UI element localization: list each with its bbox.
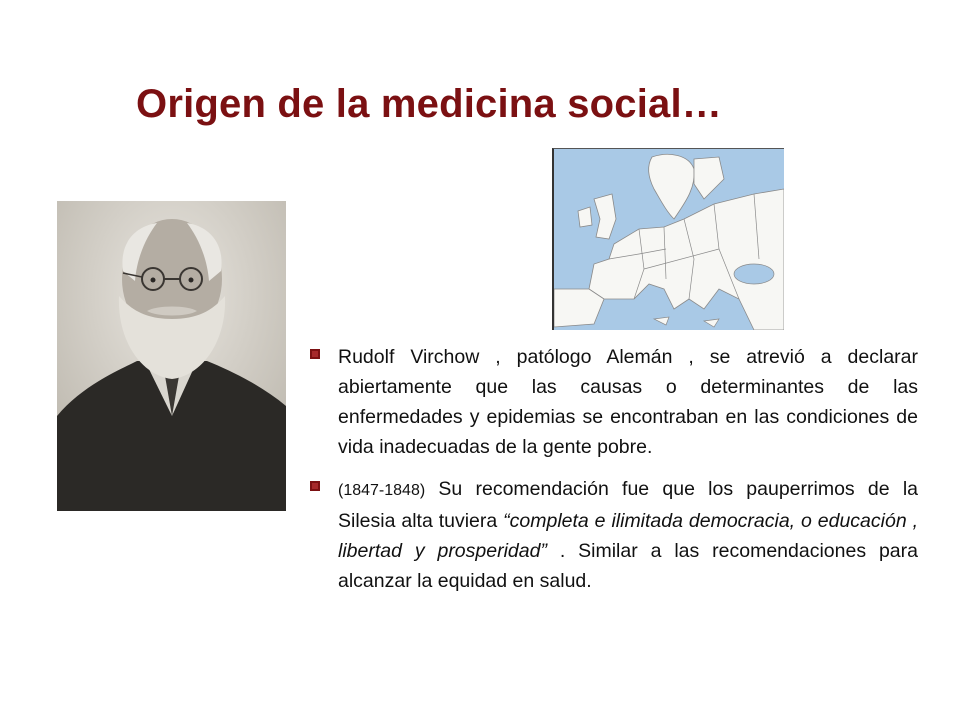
bullet-list [310, 342, 918, 608]
bullet-recommendation [310, 474, 918, 596]
bullet-virchow [310, 342, 918, 462]
bullet-text: Rudolf Virchow , patólogo Alemán , se atrevió a declarar abiertamente que las causas o determinantes de las enfermedades y epidemias se encontraban en las condiciones de vida inadecuadas de la gente pobre. [338, 346, 918, 458]
europe-map [552, 148, 784, 330]
europe-map-illustration [554, 149, 784, 330]
bullet-text-part-b: . Similar a las recomendaciones para alcanzar la equidad en salud. [338, 540, 918, 592]
square-bullet-icon [310, 481, 320, 491]
portrait-photo [57, 201, 286, 511]
square-bullet-icon [310, 349, 320, 359]
bullet-text-part-a: Su recomendación fue que los pauperrimos de la Silesia alta tuviera [338, 478, 918, 532]
bullet-quote: “completa e ilimitada democracia, o educación , libertad y prosperidad” [338, 510, 918, 562]
portrait-illustration [57, 201, 286, 511]
bullet-date: (1847-1848) [338, 482, 426, 499]
slide-title: Origen de la medicina social… [136, 82, 722, 126]
